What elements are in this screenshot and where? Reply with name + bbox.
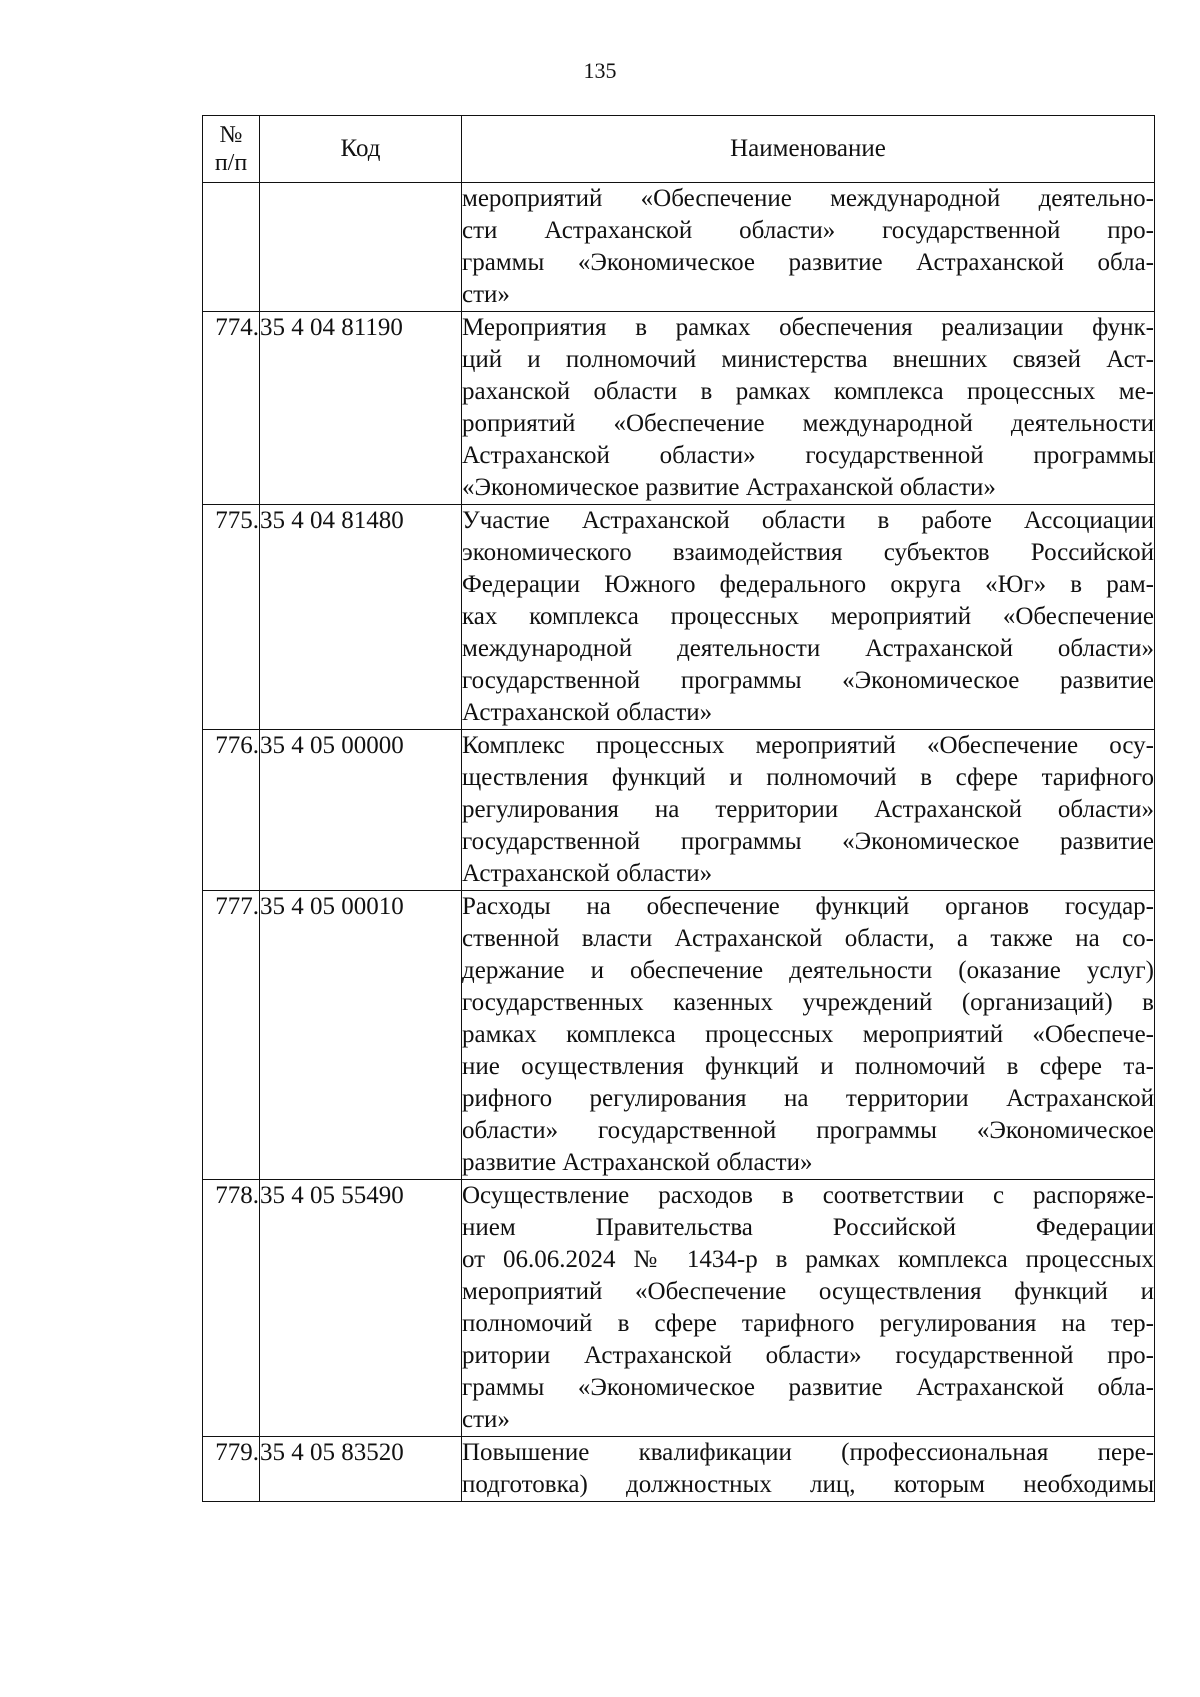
row-name-line: ние осуществления функций и полномочий в сфере та- (462, 1053, 1154, 1080)
row-name-line: международной деятельности Астраханской области» (462, 635, 1154, 662)
table-row (203, 891, 1155, 1180)
row-name-line: полномочий в сфере тарифного регулирования на тер- (462, 1310, 1154, 1337)
row-name-line: подготовка) должностных лиц, которым необходимы (462, 1471, 1154, 1498)
header-number-sign: № (219, 122, 243, 148)
row-name-line: Осуществление расходов в соответствии с распоряже- (462, 1182, 1154, 1209)
row-name-line: раханской области в рамках комплекса процессных ме- (462, 378, 1154, 405)
row-name-line: ственной власти Астраханской области, а также на со- (462, 925, 1154, 952)
row-name-line: сти Астраханской области» государственной про- (462, 217, 1154, 244)
row-name (462, 183, 1155, 312)
header-code: Код (260, 116, 462, 183)
row-name (462, 1180, 1155, 1437)
row-name-line: Расходы на обеспечение функций органов государ- (462, 893, 1154, 920)
row-name (462, 891, 1155, 1180)
row-name-line: граммы «Экономическое развитие Астраханской обла- (462, 249, 1154, 276)
header-name: Наименование (462, 116, 1155, 183)
row-code: 35 4 05 83520 (260, 1437, 462, 1502)
row-name (462, 505, 1155, 730)
row-code: 35 4 05 00000 (260, 730, 462, 891)
row-name-line: регулирования на территории Астраханской области» (462, 796, 1154, 823)
row-name-line: развитие Астраханской области» (462, 1149, 813, 1176)
classification-table (202, 115, 1155, 1502)
table-header-row (203, 116, 1155, 183)
row-name-line: Участие Астраханской области в работе Ассоциации (462, 507, 1154, 534)
row-name (462, 312, 1155, 505)
row-name-line: ках комплекса процессных мероприятий «Обеспечение (462, 603, 1154, 630)
row-name-line: экономического взаимодействия субъектов Российской (462, 539, 1154, 566)
row-number: 774. (203, 312, 260, 505)
row-name-line: Федерации Южного федерального округа «Юг» в рам- (462, 571, 1154, 598)
table-row (203, 730, 1155, 891)
table-body (203, 183, 1155, 1502)
row-name-line: Астраханской области» (462, 860, 713, 887)
row-number: 778. (203, 1180, 260, 1437)
header-number (203, 116, 260, 183)
row-code: 35 4 04 81190 (260, 312, 462, 505)
row-name-line: государственных казенных учреждений (организаций) в (462, 989, 1154, 1016)
row-code: 35 4 05 55490 (260, 1180, 462, 1437)
row-name (462, 1437, 1155, 1502)
row-name-line: роприятий «Обеспечение международной деятельности (462, 410, 1154, 437)
row-number: 777. (203, 891, 260, 1180)
table-row (203, 1180, 1155, 1437)
row-number: 776. (203, 730, 260, 891)
row-number (203, 183, 260, 312)
row-code: 35 4 05 00010 (260, 891, 462, 1180)
header-number-abbrev: п/п (214, 150, 248, 176)
row-name-line: ществления функций и полномочий в сфере тарифного (462, 764, 1154, 791)
row-name-line: мероприятий «Обеспечение осуществления функций и (462, 1278, 1154, 1305)
row-name-line: «Экономическое развитие Астраханской области» (462, 474, 996, 501)
row-name-line: рамках комплекса процессных мероприятий «Обеспече- (462, 1021, 1154, 1048)
row-name (462, 730, 1155, 891)
page-number: 135 (583, 58, 617, 83)
row-name-line: Астраханской области» (462, 699, 713, 726)
row-name-line: сти» (462, 281, 510, 308)
row-name-line: рифного регулирования на территории Астраханской (462, 1085, 1154, 1112)
table-row (203, 1437, 1155, 1502)
table-row (203, 312, 1155, 505)
row-name-line: сти» (462, 1406, 510, 1433)
row-name-line: граммы «Экономическое развитие Астраханской обла- (462, 1374, 1154, 1401)
table-row (203, 183, 1155, 312)
row-code: 35 4 04 81480 (260, 505, 462, 730)
table-row (203, 505, 1155, 730)
row-name-line: Астраханской области» государственной программы (462, 442, 1154, 469)
row-number: 779. (203, 1437, 260, 1502)
row-name-line: государственной программы «Экономическое развитие (462, 828, 1154, 855)
row-name-line: мероприятий «Обеспечение международной деятельно- (462, 185, 1154, 212)
row-name-line: держание и обеспечение деятельности (оказание услуг) (462, 957, 1154, 984)
row-name-line: Комплекс процессных мероприятий «Обеспечение осу- (462, 732, 1154, 759)
row-name-line: государственной программы «Экономическое развитие (462, 667, 1154, 694)
row-number: 775. (203, 505, 260, 730)
row-name-line: Мероприятия в рамках обеспечения реализации функ- (462, 314, 1154, 341)
row-name-line: ритории Астраханской области» государственной про- (462, 1342, 1154, 1369)
row-name-line: нием Правительства Российской Федерации (462, 1214, 1154, 1241)
row-name-line: от 06.06.2024 № 1434-р в рамках комплекса процессных (462, 1246, 1154, 1273)
row-code (260, 183, 462, 312)
row-name-line: ций и полномочий министерства внешних связей Аст- (462, 346, 1154, 373)
row-name-line: области» государственной программы «Экономическое (462, 1117, 1154, 1144)
row-name-line: Повышение квалификации (профессиональная пере- (462, 1439, 1154, 1466)
